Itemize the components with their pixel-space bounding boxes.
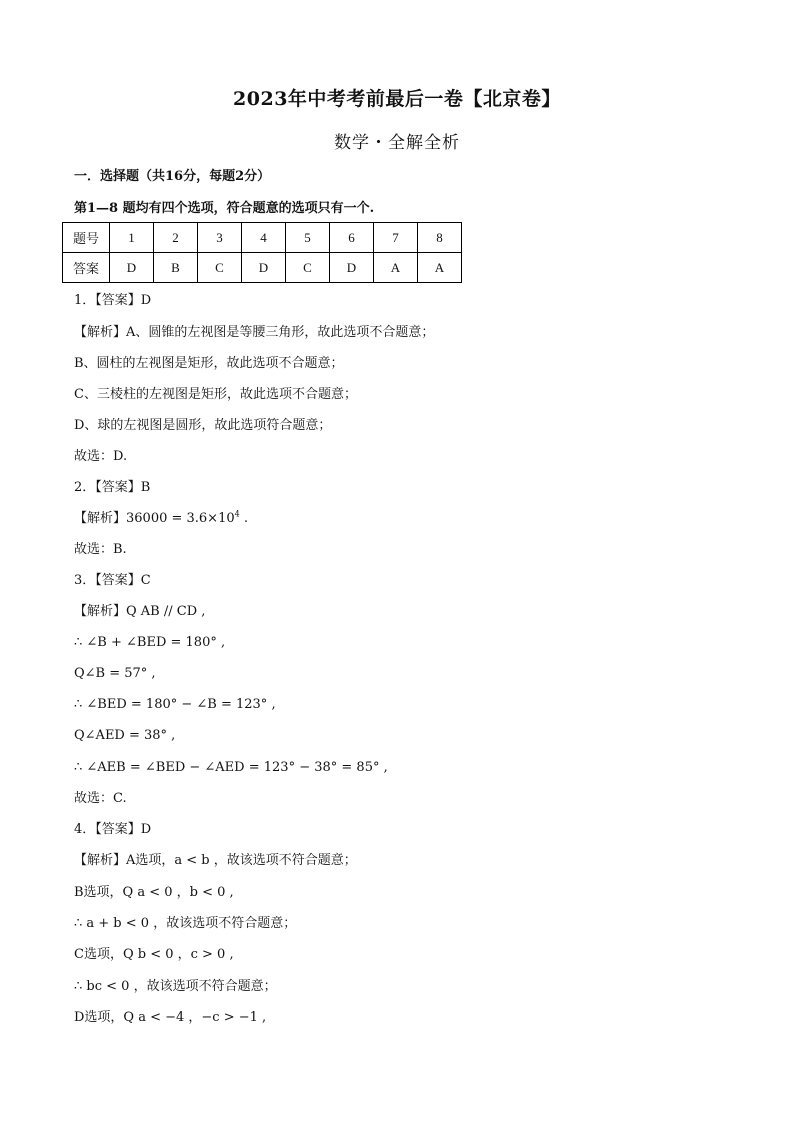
table-row (63, 253, 462, 283)
q3-line: 【解析】Q AB // CD , (74, 604, 206, 619)
table-cell: 6 (330, 223, 374, 253)
table-cell: 1 (110, 223, 154, 253)
q4-line: C选项，Q b < 0 ，c > 0 , (74, 947, 234, 962)
q1-answer: 1．【答案】D (74, 293, 152, 308)
table-cell: C (286, 253, 330, 283)
q4-line: D选项，Q a < −4 ，−c > −1 , (74, 1010, 267, 1025)
q3-line: Q∠B = 57° , (74, 666, 156, 681)
table-cell: 3 (198, 223, 242, 253)
section-heading: 一．选择题（共16分，每题2分） (74, 169, 271, 184)
q3-line: 故选：C. (74, 791, 127, 806)
answer-table (62, 222, 462, 283)
table-cell: A (374, 253, 418, 283)
q2-expression: 【解析】36000 = 3.6×10 (74, 511, 235, 526)
q4-line: ∴ a + b < 0 ，故该选项不符合题意； (74, 916, 297, 931)
q4-line: 【解析】A选项，a < b ，故该选项不符合题意； (74, 853, 357, 868)
table-cell: C (198, 253, 242, 283)
q4-line: B选项，Q a < 0 ，b < 0 , (74, 885, 234, 900)
table-row (63, 223, 462, 253)
q3-line: ∴ ∠BED = 180° − ∠B = 123° , (74, 697, 276, 712)
q2-line (74, 510, 248, 528)
section-intro: 第1—8 题均有四个选项，符合题意的选项只有一个. (74, 201, 375, 216)
q1-line: D、球的左视图是圆形，故此选项符合题意； (74, 418, 332, 433)
table-cell: D (330, 253, 374, 283)
q3-line: ∴ ∠B + ∠BED = 180° , (74, 635, 226, 650)
table-cell: B (154, 253, 198, 283)
q4-line: ∴ bc < 0 ，故该选项不符合题意； (74, 979, 277, 994)
table-cell: 2 (154, 223, 198, 253)
q3-line: ∴ ∠AEB = ∠BED − ∠AED = 123° − 38° = 85° , (74, 760, 388, 775)
q1-line: C、三棱柱的左视图是矩形，故此选项不合题意； (74, 387, 357, 402)
q2-answer: 2．【答案】B (74, 480, 151, 495)
table-cell: D (110, 253, 154, 283)
row-label-number: 题号 (63, 223, 110, 253)
table-cell: 7 (374, 223, 418, 253)
table-cell: 8 (418, 223, 462, 253)
q1-line: 故选：D. (74, 449, 128, 464)
q3-answer: 3．【答案】C (74, 573, 151, 588)
table-cell: D (242, 253, 286, 283)
q4-answer: 4．【答案】D (74, 822, 152, 837)
document-title: 2023年中考考前最后一卷【北京卷】 (233, 88, 561, 110)
q1-line: 【解析】A、圆锥的左视图是等腰三角形，故此选项不合题意； (74, 325, 435, 340)
table-cell: A (418, 253, 462, 283)
q1-line: B、圆柱的左视图是矩形，故此选项不合题意； (74, 356, 344, 371)
q2-expression-end: . (239, 511, 248, 526)
q2-exponent: 4 (234, 509, 240, 519)
row-label-answer: 答案 (63, 253, 110, 283)
document-subtitle: 数学・全解全析 (334, 133, 460, 153)
q2-line: 故选：B. (74, 542, 127, 557)
q3-line: Q∠AED = 38° , (74, 728, 176, 743)
table-cell: 4 (242, 223, 286, 253)
table-cell: 5 (286, 223, 330, 253)
